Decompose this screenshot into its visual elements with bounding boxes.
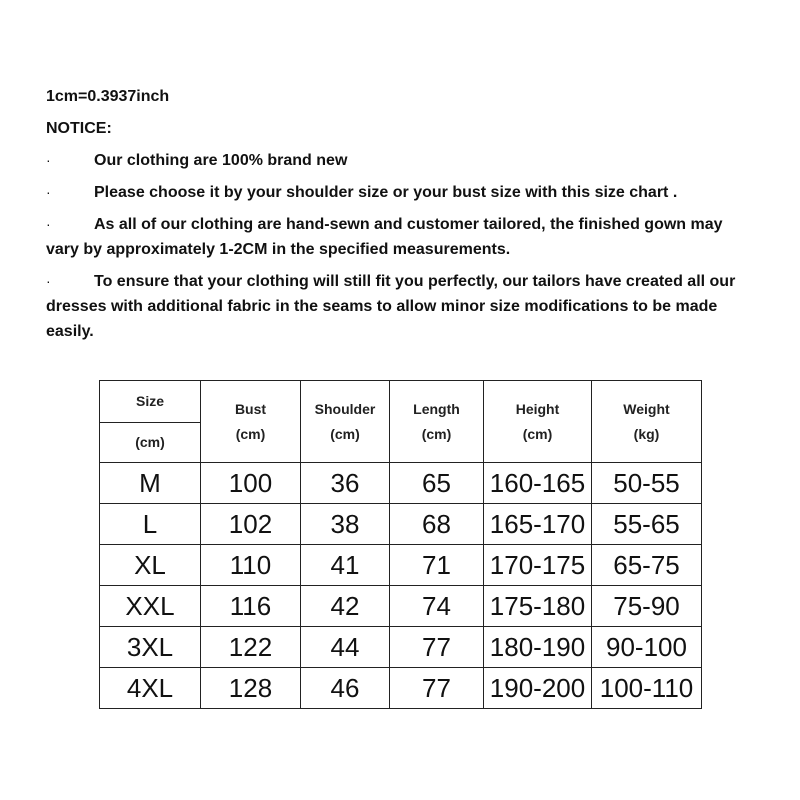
header-size xyxy=(100,381,201,423)
cell-height: 160-165 xyxy=(484,463,592,504)
header-size-unit-cell xyxy=(100,423,201,463)
note-text: As all of our clothing are hand-sewn and customer tailored, the finished gown may vary by approximately 1-2CM in the specified measurements. xyxy=(46,216,723,258)
header-length xyxy=(390,381,484,463)
header-shoulder-label: Shoulder xyxy=(314,400,376,417)
table-row xyxy=(100,545,702,586)
header-shoulder-unit: (cm) xyxy=(330,425,360,442)
header-height-label: Height xyxy=(515,400,560,417)
header-bust-unit: (cm) xyxy=(235,425,266,442)
cell-size: M xyxy=(100,463,201,504)
cell-bust: 122 xyxy=(201,627,301,668)
cell-shoulder: 36 xyxy=(301,463,390,504)
cell-bust: 102 xyxy=(201,504,301,545)
bullet-dot: · xyxy=(46,152,51,168)
cell-bust: 110 xyxy=(201,545,301,586)
cell-bust: 128 xyxy=(201,668,301,709)
cell-length: 71 xyxy=(390,545,484,586)
cell-length: 68 xyxy=(390,504,484,545)
cell-weight: 50-55 xyxy=(592,463,702,504)
cell-weight: 75-90 xyxy=(592,586,702,627)
table-header-row xyxy=(100,381,702,423)
header-weight xyxy=(592,381,702,463)
header-height-unit: (cm) xyxy=(522,425,553,442)
note-item xyxy=(46,180,756,205)
cell-height: 175-180 xyxy=(484,586,592,627)
header-length-label: Length xyxy=(413,400,460,417)
header-length-unit: (cm) xyxy=(421,425,452,442)
note-text: To ensure that your clothing will still fit you perfectly, our tailors have created all our dresses with additional fabric in the seams to allow minor size modifications to be made easily. xyxy=(46,273,736,340)
note-item xyxy=(46,212,756,262)
cell-bust: 100 xyxy=(201,463,301,504)
cell-shoulder: 38 xyxy=(301,504,390,545)
size-chart-table xyxy=(99,380,702,709)
header-bust-label: Bust xyxy=(234,400,267,417)
bullet-dot: · xyxy=(46,216,51,232)
header-size-unit: (cm) xyxy=(135,434,165,450)
notice-section xyxy=(46,84,756,351)
cell-weight: 65-75 xyxy=(592,545,702,586)
cell-size: XL xyxy=(100,545,201,586)
cell-height: 190-200 xyxy=(484,668,592,709)
bullet-dot: · xyxy=(46,184,51,200)
cell-size: 3XL xyxy=(100,627,201,668)
cell-height: 170-175 xyxy=(484,545,592,586)
cell-length: 77 xyxy=(390,668,484,709)
table-row xyxy=(100,586,702,627)
note-text: Please choose it by your shoulder size or your bust size with this size chart . xyxy=(94,184,678,201)
cell-weight: 100-110 xyxy=(592,668,702,709)
cell-shoulder: 44 xyxy=(301,627,390,668)
cell-shoulder: 41 xyxy=(301,545,390,586)
note-text: Our clothing are 100% brand new xyxy=(94,152,348,169)
header-height xyxy=(484,381,592,463)
cell-size: XXL xyxy=(100,586,201,627)
cell-height: 165-170 xyxy=(484,504,592,545)
note-item xyxy=(46,269,756,344)
header-size-label: Size xyxy=(135,393,164,409)
table-row xyxy=(100,668,702,709)
table-row xyxy=(100,504,702,545)
header-weight-unit: (kg) xyxy=(633,425,660,442)
cell-shoulder: 42 xyxy=(301,586,390,627)
bullet-dot: · xyxy=(46,273,51,289)
cell-size: 4XL xyxy=(100,668,201,709)
cell-size: L xyxy=(100,504,201,545)
cell-length: 77 xyxy=(390,627,484,668)
table-row xyxy=(100,463,702,504)
conversion-note: 1cm=0.3937inch xyxy=(46,88,170,105)
cell-bust: 116 xyxy=(201,586,301,627)
cell-shoulder: 46 xyxy=(301,668,390,709)
header-weight-label: Weight xyxy=(623,400,670,417)
cell-length: 74 xyxy=(390,586,484,627)
header-bust xyxy=(201,381,301,463)
cell-length: 65 xyxy=(390,463,484,504)
notice-heading: NOTICE: xyxy=(46,120,112,137)
cell-weight: 90-100 xyxy=(592,627,702,668)
cell-weight: 55-65 xyxy=(592,504,702,545)
table-row xyxy=(100,627,702,668)
note-item xyxy=(46,148,756,173)
header-shoulder xyxy=(301,381,390,463)
cell-height: 180-190 xyxy=(484,627,592,668)
